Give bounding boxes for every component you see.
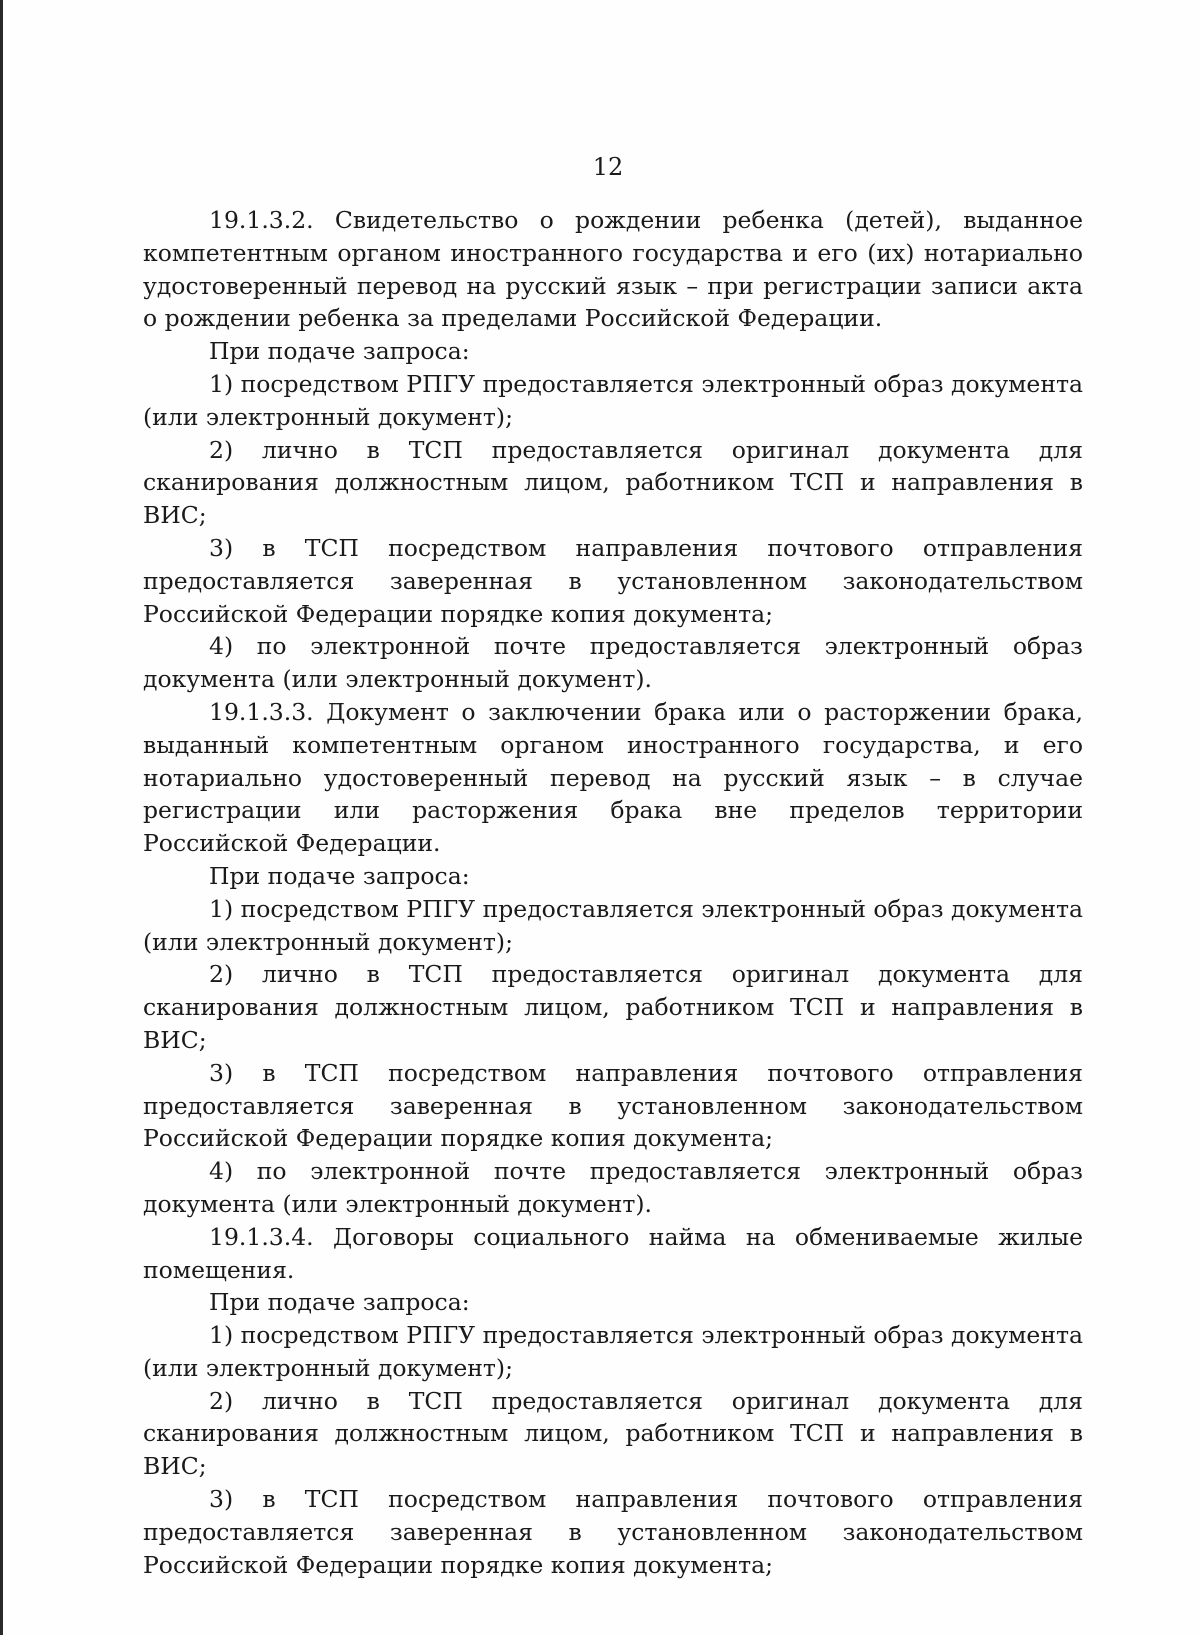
scan-edge — [0, 0, 3, 1635]
paragraph-request-intro: При подаче запроса: — [209, 1288, 470, 1317]
paragraph-item-4: 4) по электронной почте предоставляется электронный образ документа (или электронный документ). — [143, 1157, 1083, 1218]
paragraph-item-3: 3) в ТСП посредством направления почтового отправления предоставляется заверенная в установленном законодательством Российской Федерации порядке копия документа; — [143, 533, 1083, 628]
paragraph-request-intro: При подаче запроса: — [209, 337, 470, 366]
paragraph-19-1-3-2: 19.1.3.2. Свидетельство о рождении ребенка (детей), выданное компетентным органом иностранного государства и его (их) нотариально удостоверенный перевод на русский язык – при регистрации записи акта о рождении ребенка за пределами Российской Федерации. — [143, 206, 1083, 333]
paragraph-item-3: 3) в ТСП посредством направления почтового отправления предоставляется заверенная в установленном законодательством Российской Федерации порядке копия документа; — [143, 1485, 1083, 1579]
paragraph-item-4: 4) по электронной почте предоставляется электронный образ документа (или электронный документ). — [143, 632, 1083, 694]
paragraph-19-1-3-3: 19.1.3.3. Документ о заключении брака или о расторжении брака, выданный компетентным органом иностранного государства, и его нотариально удостоверенный перевод на русский язык – в случае регистрации или расторжения брака вне пределов территории Российской Федерации. — [143, 697, 1083, 858]
paragraph-item-1: 1) посредством РПГУ предоставляется электронный образ документа (или электронный документ); — [143, 369, 1084, 431]
document-body — [143, 204, 1083, 1581]
paragraph-19-1-3-4: 19.1.3.4. Договоры социального найма на обмениваемые жилые помещения. — [143, 1222, 1083, 1284]
paragraph-item-2: 2) лично в ТСП предоставляется оригинал документа для сканирования должностным лицом, работником ТСП и направления в ВИС; — [143, 960, 1083, 1054]
page-number: 12 — [592, 153, 624, 181]
paragraph-request-intro: При подаче запроса: — [209, 861, 470, 890]
paragraph-item-1: 1) посредством РПГУ предоставляется электронный образ документа (или электронный документ); — [143, 1321, 1084, 1382]
paragraph-item-1: 1) посредством РПГУ предоставляется электронный образ документа (или электронный документ); — [143, 894, 1084, 956]
paragraph-item-2: 2) лично в ТСП предоставляется оригинал документа для сканирования должностным лицом, работником ТСП и направления в ВИС; — [143, 435, 1083, 530]
paragraph-item-2: 2) лично в ТСП предоставляется оригинал документа для сканирования должностным лицом, работником ТСП и направления в ВИС; — [143, 1386, 1083, 1481]
paragraph-item-3: 3) в ТСП посредством направления почтового отправления предоставляется заверенная в установленном законодательством Российской Федерации порядке копия документа; — [143, 1058, 1083, 1153]
